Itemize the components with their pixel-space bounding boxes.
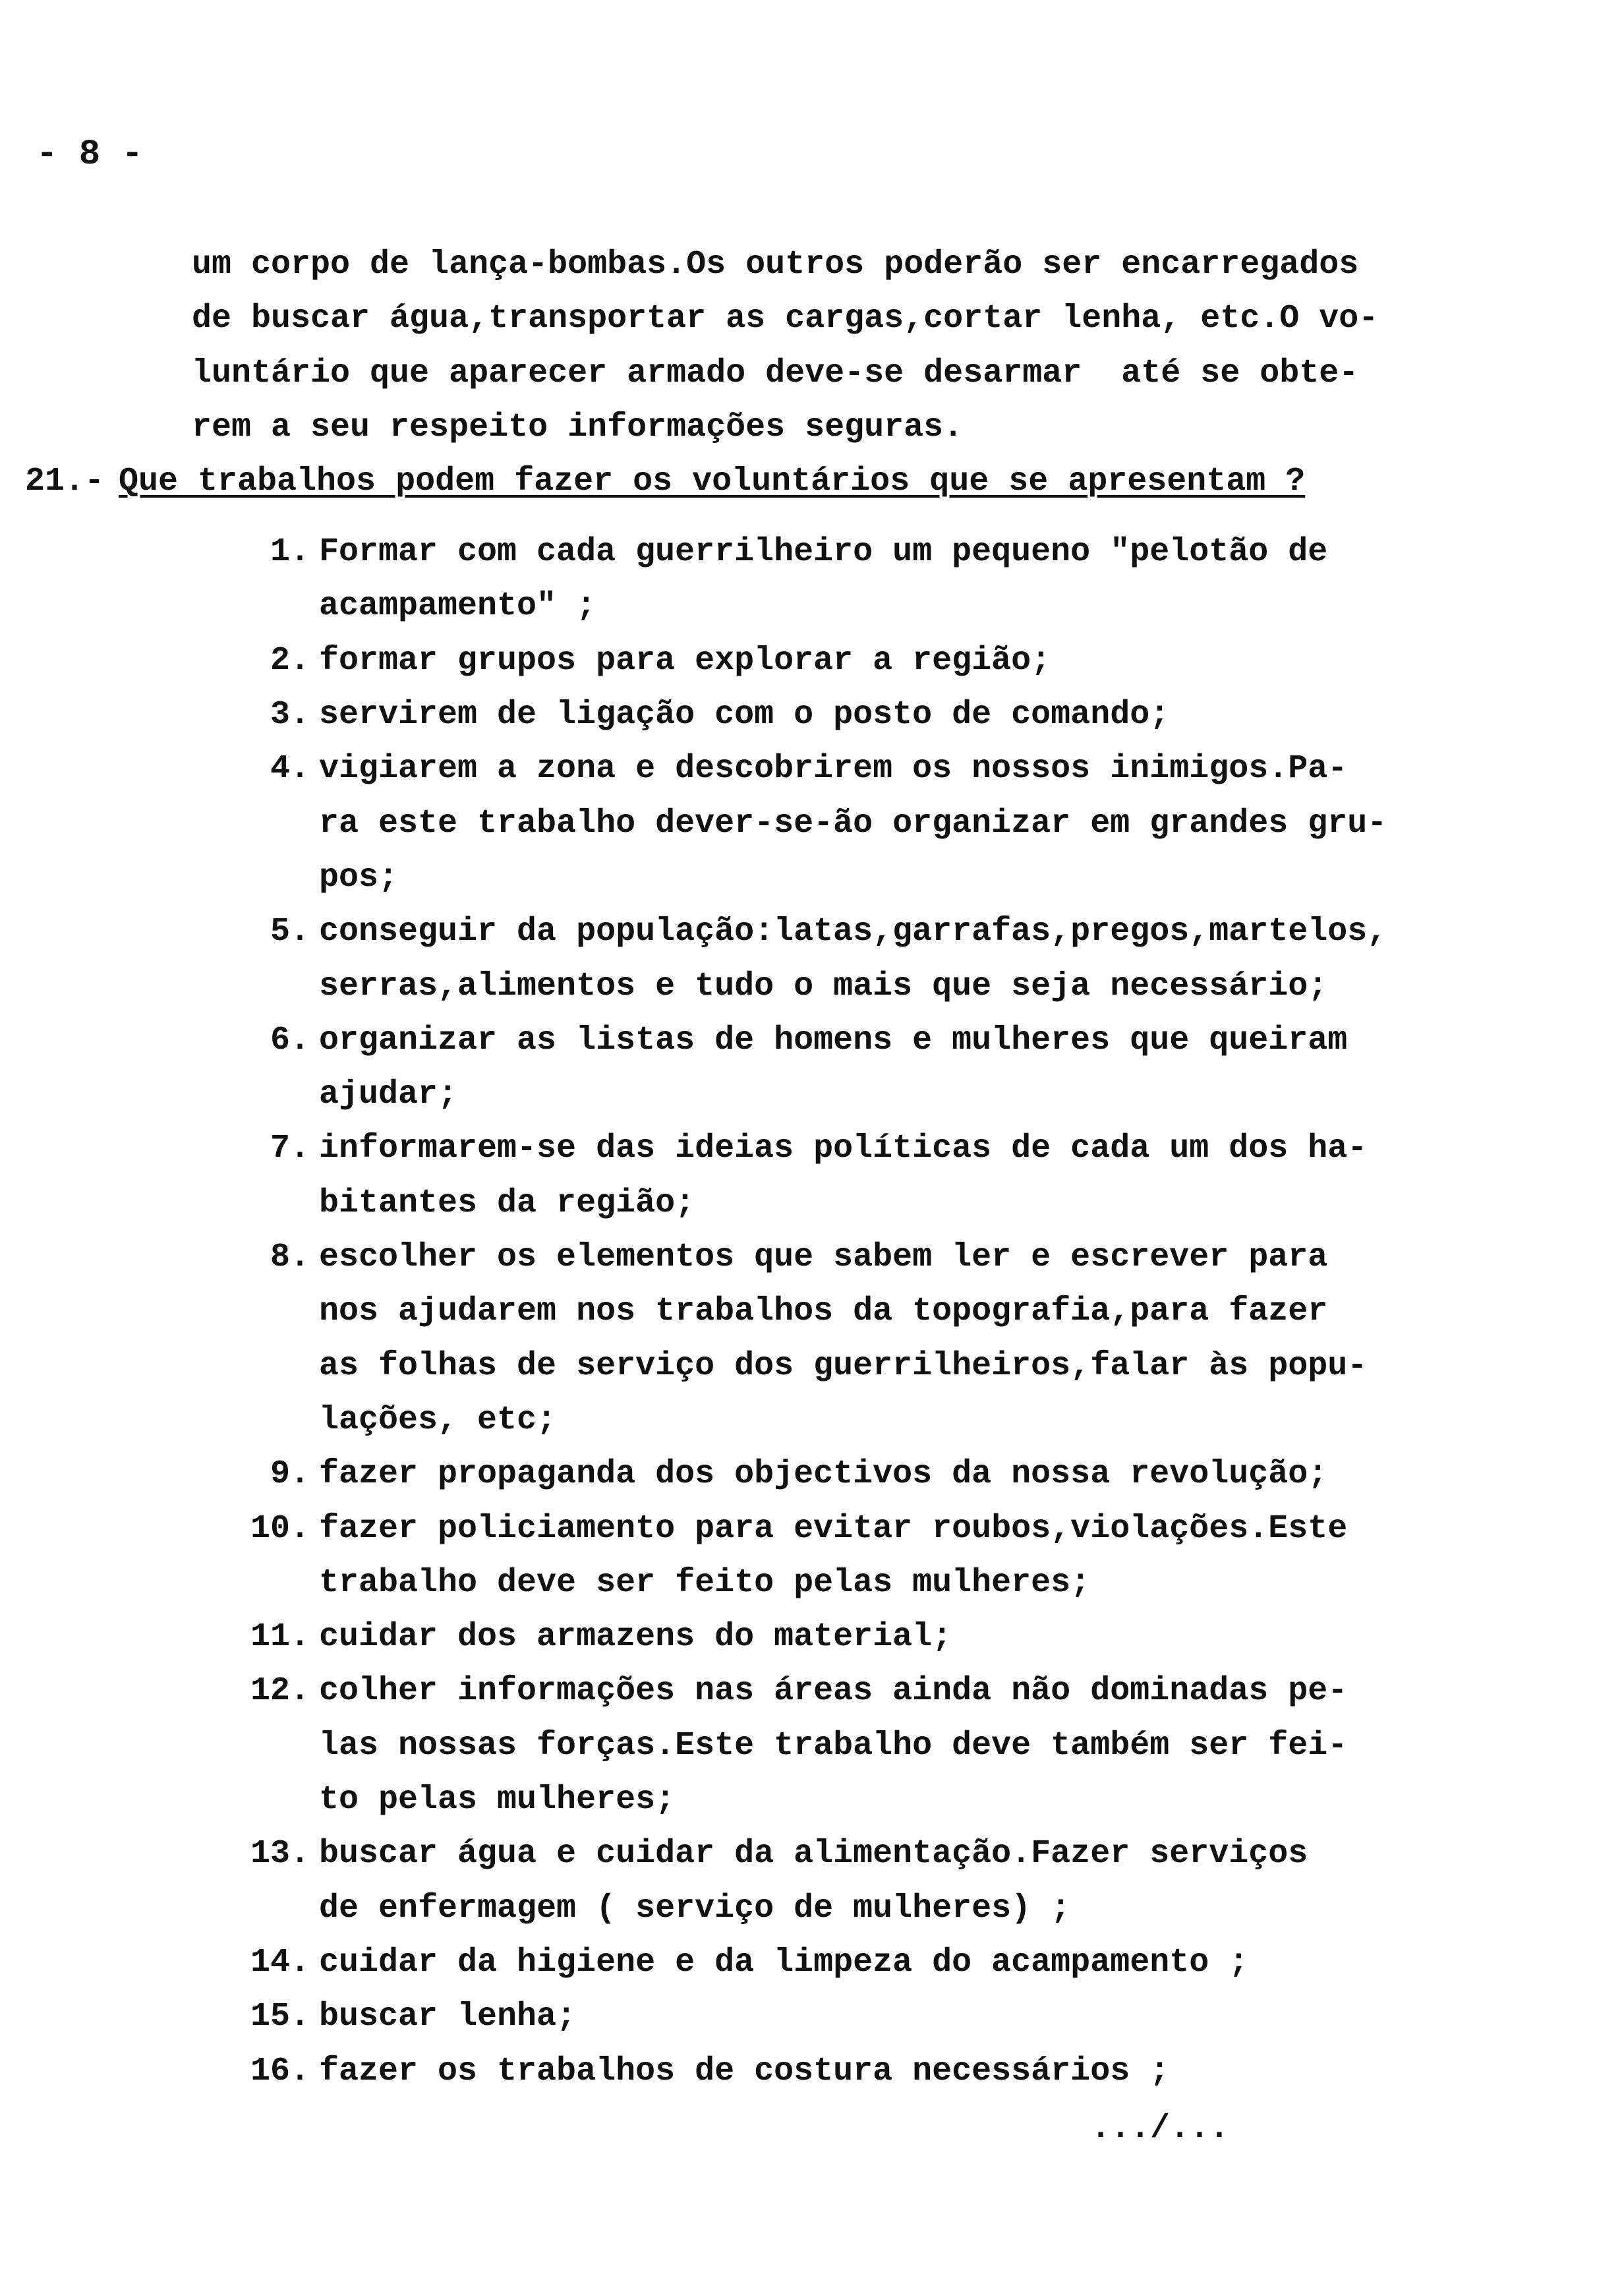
list-item-text: trabalho deve ser feito pelas mulheres; <box>319 1563 1091 1602</box>
list-item-text: Formar com cada guerrilheiro um pequeno "pelotão de <box>319 533 1328 571</box>
list-item-text: to pelas mulheres; <box>319 1781 676 1819</box>
list-item-number: 9. <box>270 1455 310 1494</box>
list-item-number: 16. <box>250 2052 310 2090</box>
question-heading: Que trabalhos podem fazer os voluntários que se apresentam ? <box>119 463 1306 501</box>
list-item-number: 14. <box>250 1943 310 1981</box>
list-item-text: vigiarem a zona e descobrirem os nossos inimigos.Pa- <box>319 750 1348 788</box>
list-item-text: ra este trabalho dever-se-ão organizar em grandes gru- <box>319 804 1387 842</box>
list-item-number: 8. <box>270 1239 310 1277</box>
list-item-text: fazer propaganda dos objectivos da nossa revolução; <box>319 1455 1328 1494</box>
list-item-text: de enfermagem ( serviço de mulheres) ; <box>319 1889 1071 1927</box>
list-item-text: as folhas de serviço dos guerrilheiros,falar às popu- <box>319 1347 1368 1385</box>
list-item-number: 2. <box>270 641 310 680</box>
paragraph-line: um corpo de lança-bombas.Os outros poderão ser encarregados <box>192 246 1359 283</box>
question-number: 21.- <box>25 463 105 501</box>
list-item-text: conseguir da população:latas,garrafas,pregos,martelos, <box>319 913 1387 951</box>
list-item-text: fazer os trabalhos de costura necessários ; <box>319 2052 1170 2090</box>
list-item-text: fazer policiamento para evitar roubos,violações.Este <box>319 1509 1348 1548</box>
list-item-number: 4. <box>270 750 310 788</box>
list-item-number: 7. <box>270 1130 310 1168</box>
page-number: - 8 - <box>36 134 144 175</box>
list-item-text: colher informações nas áreas ainda não dominadas pe- <box>319 1672 1348 1710</box>
list-item-text: ajudar; <box>319 1076 458 1114</box>
list-item-number: 15. <box>250 1998 310 2036</box>
continuation-mark: .../... <box>1091 2110 1230 2147</box>
list-item-text: informarem-se das ideias políticas de cada um dos ha- <box>319 1130 1368 1168</box>
list-item-text: formar grupos para explorar a região; <box>319 641 1051 680</box>
list-item-text: cuidar dos armazens do material; <box>319 1618 952 1656</box>
list-item-number: 3. <box>270 696 310 734</box>
paragraph-line: de buscar água,transportar as cargas,cortar lenha, etc.O vo- <box>192 300 1379 338</box>
list-item-text: buscar lenha; <box>319 1998 577 2036</box>
list-item-number: 10. <box>250 1509 310 1548</box>
list-item-text: organizar as listas de homens e mulheres que queiram <box>319 1021 1348 1059</box>
list-item-text: pos; <box>319 858 399 896</box>
list-item-number: 5. <box>270 913 310 951</box>
list-item-text: las nossas forças.Este trabalho deve também ser fei- <box>319 1726 1348 1765</box>
paragraph-line: luntário que aparecer armado deve-se desarmar até se obte- <box>192 354 1359 392</box>
list-item-text: buscar água e cuidar da alimentação.Fazer serviços <box>319 1835 1308 1873</box>
list-item-number: 12. <box>250 1672 310 1710</box>
list-item-text: serras,alimentos e tudo o mais que seja necessário; <box>319 967 1328 1005</box>
list-item-number: 13. <box>250 1835 310 1873</box>
list-item-number: 1. <box>270 533 310 571</box>
list-item-text: cuidar da higiene e da limpeza do acampamento ; <box>319 1943 1249 1981</box>
list-item-text: lações, etc; <box>319 1401 557 1439</box>
list-item-text: bitantes da região; <box>319 1184 695 1222</box>
list-item-number: 11. <box>250 1618 310 1656</box>
list-item-number: 6. <box>270 1021 310 1059</box>
list-item-text: acampamento" ; <box>319 587 596 626</box>
list-item-text: escolher os elementos que sabem ler e escrever para <box>319 1239 1328 1277</box>
list-item-text: nos ajudarem nos trabalhos da topografia,para fazer <box>319 1293 1328 1331</box>
list-item-text: servirem de ligação com o posto de comando; <box>319 696 1170 734</box>
paragraph-line: rem a seu respeito informações seguras. <box>192 408 964 446</box>
